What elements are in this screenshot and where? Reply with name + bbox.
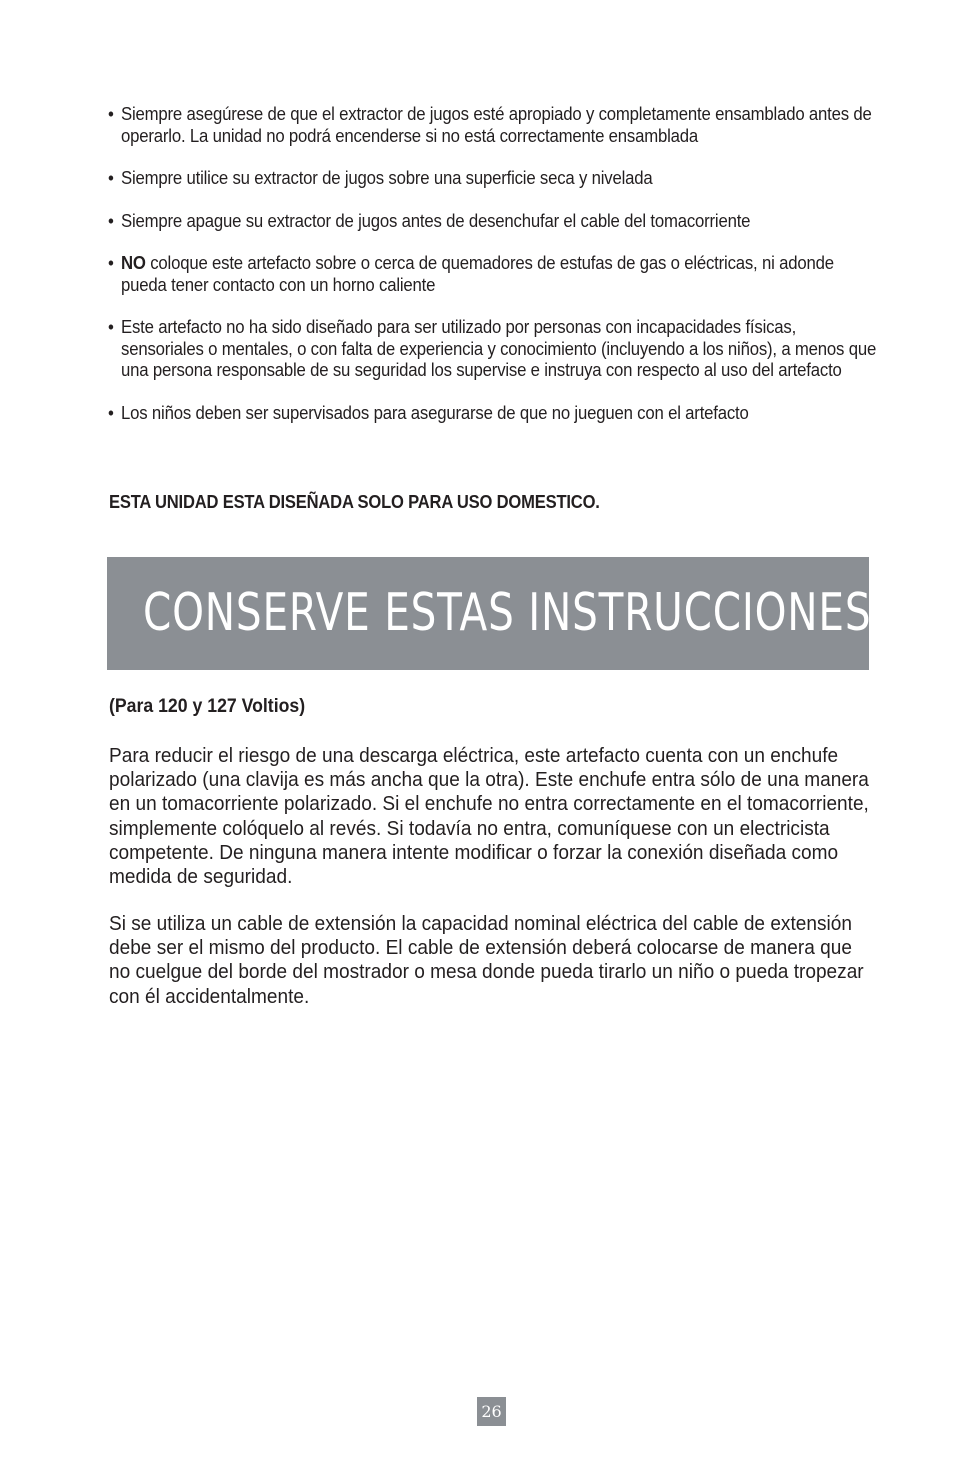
bullet-marker: •: [108, 210, 114, 231]
bullet-item: [108, 168, 876, 190]
bullet-text: Siempre asegúrese de que el extractor de jugos esté apropiado y completamente ensamblado antes de operarlo. La unidad no podrá encenderse si no está correctamente ensamblada: [121, 104, 872, 146]
bullet-text: Siempre apague su extractor de jugos antes de desenchufar el cable del tomacorriente: [121, 210, 751, 231]
bullet-item: [108, 211, 876, 233]
bullet-item: [108, 104, 876, 147]
bullet-item: [108, 317, 876, 382]
voltage-heading: (Para 120 y 127 Voltios): [109, 696, 306, 717]
bullet-marker: •: [108, 104, 114, 124]
extension-cord-paragraph: Si se utiliza un cable de extensión la capacidad nominal eléctrica del cable de extensión debe ser el mismo del producto. El cable de extensión deberá colocarse de manera que no cuelgue del borde del mostrador o mesa donde pueda tirarlo un niño o pueda tropezar con él accidentalmente.: [109, 912, 864, 1008]
domestic-use-notice: ESTA UNIDAD ESTA DISEÑADA SOLO PARA USO DOMESTICO.: [109, 492, 600, 512]
section-banner: [107, 557, 872, 670]
bullet-marker: •: [108, 168, 114, 188]
bullet-item: [108, 253, 876, 296]
safety-bullet-list: [108, 104, 876, 445]
bullet-item: [108, 403, 876, 425]
bullet-marker: •: [108, 253, 114, 273]
bullet-marker: •: [108, 317, 114, 337]
bullet-bold-text: NO: [121, 253, 146, 273]
banner-title: CONSERVE ESTAS INSTRUCCIONES: [143, 583, 872, 643]
bullet-text: Este artefacto no ha sido diseñado para ser utilizado por personas con incapacidades físicas, sensoriales o mentales, o con falta de experiencia y conocimiento (incluyendo a los niños), a menos que una persona responsable de su seguridad los supervise e instruya con respecto al uso del artefacto: [121, 317, 877, 380]
page-number: 26: [477, 1397, 506, 1426]
bullet-marker: •: [108, 402, 114, 423]
bullet-text: coloque este artefacto sobre o cerca de quemadores de estufas de gas o eléctricas, ni adonde pueda tener contacto con un horno caliente: [121, 253, 834, 295]
bullet-text: Siempre utilice su extractor de jugos sobre una superficie seca y nivelada: [121, 168, 653, 188]
polarized-plug-paragraph: Para reducir el riesgo de una descarga eléctrica, este artefacto cuenta con un enchufe polarizado (una clavija es más ancha que la otra). Este enchufe entra sólo de una manera en un tomacorriente polarizado. Si el enchufe no entra correctamente en el tomacorriente, simplemente colóquelo al revés. Si todavía no entra, comuníquese con un electricista competente. De ninguna manera intente modificar o forzar la conexión diseñada como medida de seguridad.: [109, 744, 869, 889]
bullet-text: Los niños deben ser supervisados para asegurarse de que no jueguen con el artefacto: [121, 402, 749, 423]
